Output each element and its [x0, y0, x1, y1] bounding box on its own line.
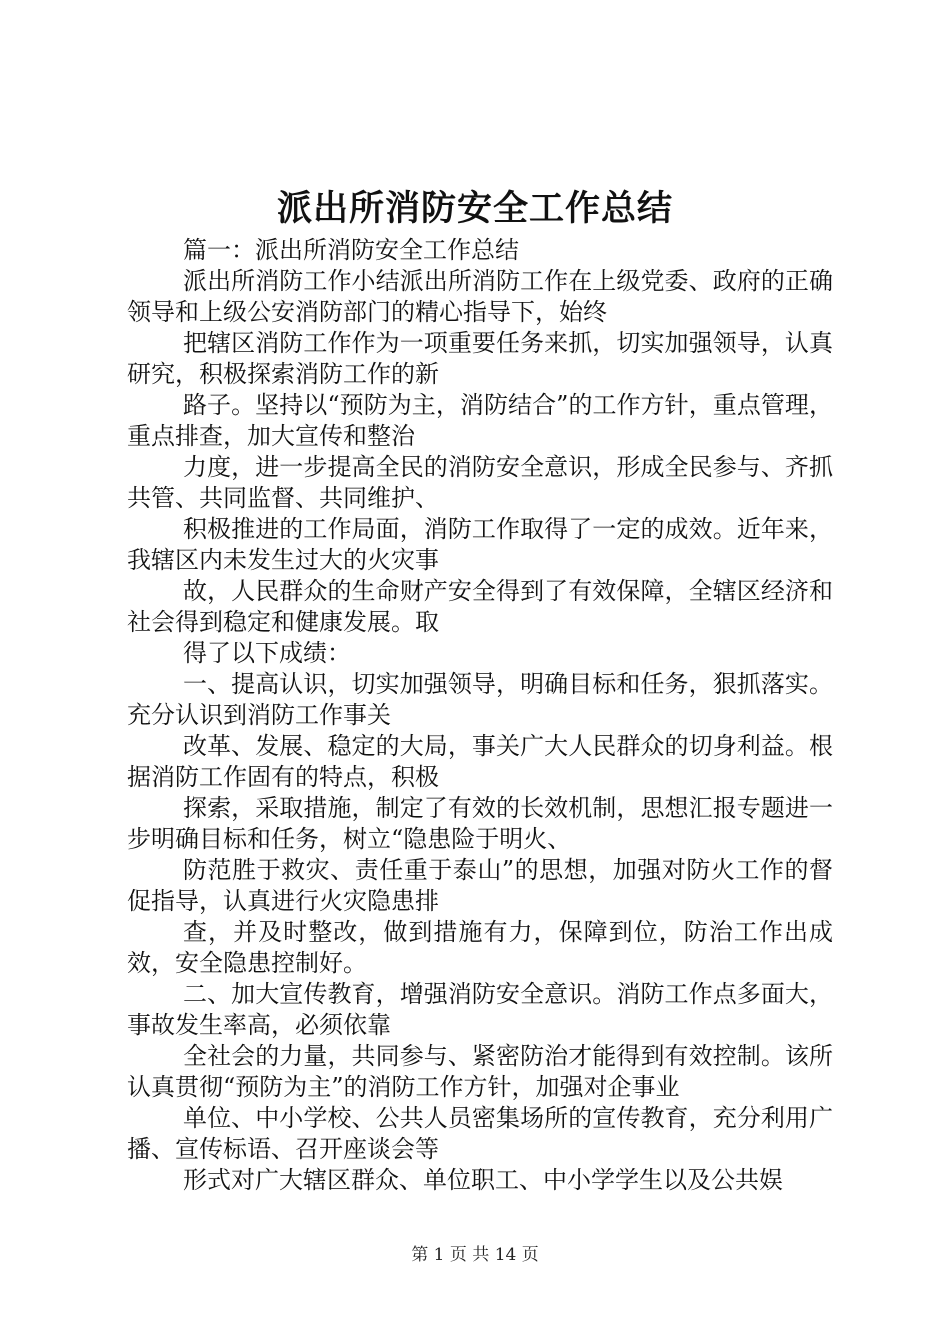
paragraph: 篇一：派出所消防安全工作总结: [183, 236, 519, 264]
paragraph: 防范胜于救灾、责任重于泰山”的思想，加强对防火工作的督促指导，认真进行火灾隐患排: [127, 856, 833, 915]
paragraph: 故，人民群众的生命财产安全得到了有效保障，全辖区经济和社会得到稳定和健康发展。取: [127, 577, 833, 636]
paragraph: 二、加大宣传教育，增强消防安全意识。消防工作点多面大，事故发生率高，必须依靠: [127, 980, 833, 1039]
paragraph: 把辖区消防工作作为一项重要任务来抓，切实加强领导，认真研究，积极探索消防工作的新: [127, 329, 833, 388]
paragraph: 单位、中小学校、公共人员密集场所的宣传教育，充分利用广播、宣传标语、召开座谈会等: [127, 1104, 833, 1163]
paragraph: 得了以下成绩：: [183, 639, 351, 667]
paragraph: 积极推进的工作局面，消防工作取得了一定的成效。近年来，我辖区内未发生过大的火灾事: [127, 515, 833, 574]
paragraph: 全社会的力量，共同参与、紧密防治才能得到有效控制。该所认真贯彻“预防为主”的消防工作方针，加强对企事业: [127, 1042, 833, 1101]
page-footer: 第 1 页 共 14 页: [411, 1245, 539, 1265]
paragraph: 派出所消防工作小结派出所消防工作在上级党委、政府的正确领导和上级公安消防部门的精心指导下，始终: [127, 267, 833, 326]
paragraph: 形式对广大辖区群众、单位职工、中小学学生以及公共娱: [183, 1166, 783, 1194]
paragraph: 一、提高认识，切实加强领导，明确目标和任务，狠抓落实。充分认识到消防工作事关: [127, 670, 833, 729]
paragraph: 力度，进一步提高全民的消防安全意识，形成全民参与、齐抓共管、共同监督、共同维护、: [127, 453, 833, 512]
page-title: 派出所消防安全工作总结: [276, 188, 673, 229]
paragraph: 改革、发展、稳定的大局，事关广大人民群众的切身利益。根据消防工作固有的特点，积极: [127, 732, 833, 791]
paragraph: 探索，采取措施，制定了有效的长效机制，思想汇报专题进一步明确目标和任务，树立“隐患险于明火、: [127, 794, 833, 853]
document-body: [127, 235, 833, 1196]
paragraph: 路子。坚持以“预防为主，消防结合”的工作方针，重点管理，重点排查，加大宣传和整治: [127, 391, 833, 450]
paragraph: 查，并及时整改，做到措施有力，保障到位，防治工作出成效，安全隐患控制好。: [127, 918, 833, 977]
